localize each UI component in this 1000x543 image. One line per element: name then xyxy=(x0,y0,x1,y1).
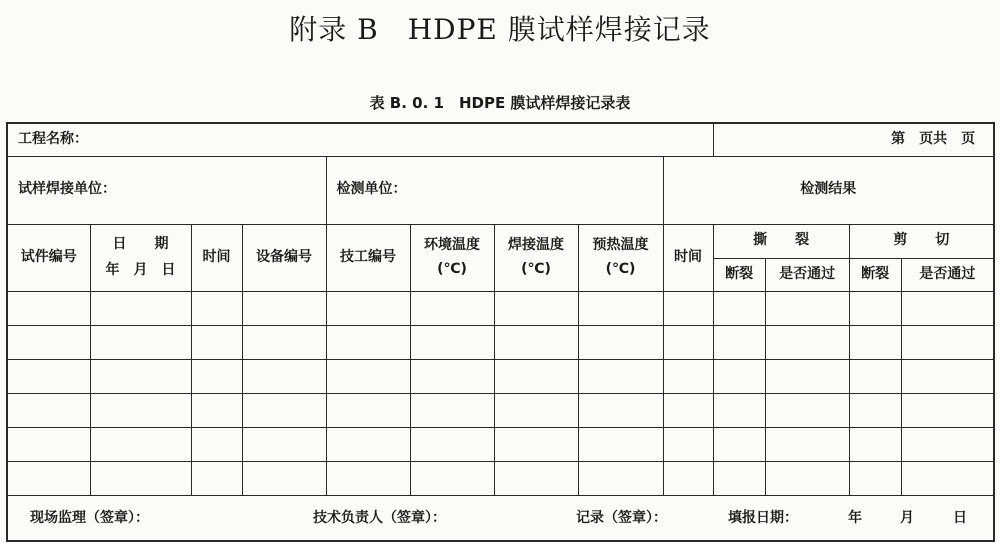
table-cell[interactable] xyxy=(410,325,494,359)
table-cell[interactable] xyxy=(578,359,663,393)
table-cell[interactable] xyxy=(7,325,90,359)
table-cell[interactable] xyxy=(494,461,578,495)
supervisor-signature-label: 现场监理（签章）： xyxy=(30,509,149,526)
table-cell[interactable] xyxy=(90,325,191,359)
table-cell[interactable] xyxy=(326,359,410,393)
table-cell[interactable] xyxy=(410,291,494,325)
table-cell[interactable] xyxy=(242,291,326,325)
table-cell[interactable] xyxy=(410,393,494,427)
table-cell[interactable] xyxy=(191,359,242,393)
appendix-title: 附录 B HDPE 膜试样焊接记录 xyxy=(289,13,711,46)
technician-no-header: 技工编号 xyxy=(326,224,410,291)
preheat-temp-unit: (℃) xyxy=(605,260,636,277)
table-cell[interactable] xyxy=(242,393,326,427)
table-row xyxy=(7,393,994,427)
data-rows xyxy=(7,291,994,495)
table-row xyxy=(7,325,994,359)
table-cell[interactable] xyxy=(191,291,242,325)
table-title: 表 B. 0. 1 HDPE 膜试样焊接记录表 xyxy=(369,94,631,112)
footer-signatures xyxy=(7,495,994,541)
welding-unit-label: 试样焊接单位： xyxy=(7,156,326,224)
table-cell[interactable] xyxy=(242,461,326,495)
header-row-project xyxy=(7,123,994,156)
test-result-label: 检测结果 xyxy=(663,156,994,224)
test-time-header: 时间 xyxy=(663,224,713,291)
table-cell[interactable] xyxy=(849,393,901,427)
table-cell[interactable] xyxy=(901,291,994,325)
table-cell[interactable] xyxy=(849,427,901,461)
welding-record-table xyxy=(6,122,995,542)
table-cell[interactable] xyxy=(713,359,765,393)
table-cell[interactable] xyxy=(326,427,410,461)
table-cell[interactable] xyxy=(765,427,849,461)
table-cell[interactable] xyxy=(849,359,901,393)
welding-temp-unit: (℃) xyxy=(521,260,551,277)
table-cell[interactable] xyxy=(901,359,994,393)
table-cell[interactable] xyxy=(494,291,578,325)
table-cell[interactable] xyxy=(849,325,901,359)
shear-pass-header: 是否通过 xyxy=(901,258,994,291)
table-cell[interactable] xyxy=(494,427,578,461)
tech-lead-signature-label: 技术负责人（签章）： xyxy=(313,509,446,526)
table-cell[interactable] xyxy=(901,325,994,359)
specimen-no-header: 试件编号 xyxy=(7,224,90,291)
peel-pass-header: 是否通过 xyxy=(765,258,849,291)
table-cell[interactable] xyxy=(326,393,410,427)
table-cell[interactable] xyxy=(7,427,90,461)
table-cell[interactable] xyxy=(765,393,849,427)
table-cell[interactable] xyxy=(7,291,90,325)
fill-date-label: 填报日期： xyxy=(728,509,798,526)
table-cell[interactable] xyxy=(578,461,663,495)
table-cell[interactable] xyxy=(90,427,191,461)
table-cell[interactable] xyxy=(663,393,713,427)
table-cell[interactable] xyxy=(242,427,326,461)
table-cell[interactable] xyxy=(849,461,901,495)
table-cell[interactable] xyxy=(90,359,191,393)
time-header: 时间 xyxy=(191,224,242,291)
table-row xyxy=(7,461,994,495)
table-cell[interactable] xyxy=(578,393,663,427)
preheat-temp-label: 预热温度 xyxy=(592,237,649,253)
table-cell[interactable] xyxy=(494,325,578,359)
table-cell[interactable] xyxy=(326,291,410,325)
table-row xyxy=(7,291,994,325)
table-cell[interactable] xyxy=(663,427,713,461)
date-header xyxy=(90,224,191,291)
table-cell[interactable] xyxy=(242,359,326,393)
table-cell[interactable] xyxy=(578,325,663,359)
table-cell[interactable] xyxy=(901,427,994,461)
shear-header: 剪 切 xyxy=(849,224,994,258)
table-cell[interactable] xyxy=(90,461,191,495)
peel-fracture-header: 断裂 xyxy=(713,258,765,291)
column-header-row-1 xyxy=(7,224,994,258)
welding-temp-label: 焊接温度 xyxy=(508,237,564,253)
table-cell[interactable] xyxy=(901,461,994,495)
header-row-units xyxy=(7,156,994,224)
welding-temp-header xyxy=(494,224,578,291)
table-cell[interactable] xyxy=(713,461,765,495)
table-cell[interactable] xyxy=(494,359,578,393)
table-cell[interactable] xyxy=(765,291,849,325)
preheat-temp-header xyxy=(578,224,663,291)
page-number-label: 第 页共 页 xyxy=(713,123,994,156)
table-cell[interactable] xyxy=(713,325,765,359)
table-cell[interactable] xyxy=(494,393,578,427)
table-cell[interactable] xyxy=(7,359,90,393)
date-header-bottom: 年 月 日 xyxy=(105,261,176,278)
fill-date-year: 年 xyxy=(848,509,862,526)
table-cell[interactable] xyxy=(90,291,191,325)
fill-date-day: 日 xyxy=(953,509,967,526)
testing-unit-label: 检测单位： xyxy=(326,156,663,224)
table-cell[interactable] xyxy=(901,393,994,427)
table-cell[interactable] xyxy=(410,359,494,393)
table-cell[interactable] xyxy=(7,461,90,495)
table-cell[interactable] xyxy=(765,461,849,495)
footer-row xyxy=(7,495,994,541)
peel-header: 撕 裂 xyxy=(713,224,849,258)
recorder-signature-label: 记录（签章）： xyxy=(576,509,667,526)
ambient-temp-label: 环境温度 xyxy=(424,237,480,253)
project-name-label: 工程名称： xyxy=(7,123,713,156)
table-cell[interactable] xyxy=(410,427,494,461)
equipment-no-header: 设备编号 xyxy=(242,224,326,291)
ambient-temp-header xyxy=(410,224,494,291)
table-cell[interactable] xyxy=(191,325,242,359)
fill-date-month: 月 xyxy=(900,509,914,526)
table-cell[interactable] xyxy=(663,359,713,393)
table-cell[interactable] xyxy=(765,325,849,359)
table-cell[interactable] xyxy=(713,393,765,427)
table-cell[interactable] xyxy=(191,393,242,427)
table-cell[interactable] xyxy=(663,461,713,495)
table-cell[interactable] xyxy=(578,291,663,325)
table-cell[interactable] xyxy=(713,291,765,325)
table-cell[interactable] xyxy=(713,427,765,461)
ambient-temp-unit: (℃) xyxy=(437,260,467,277)
table-cell[interactable] xyxy=(242,325,326,359)
date-header-top: 日 期 xyxy=(112,236,169,252)
table-cell[interactable] xyxy=(578,427,663,461)
table-cell[interactable] xyxy=(191,427,242,461)
table-cell[interactable] xyxy=(765,359,849,393)
table-cell[interactable] xyxy=(410,461,494,495)
table-cell[interactable] xyxy=(849,291,901,325)
table-row xyxy=(7,427,994,461)
table-cell[interactable] xyxy=(326,461,410,495)
shear-fracture-header: 断裂 xyxy=(849,258,901,291)
table-cell[interactable] xyxy=(7,393,90,427)
table-row xyxy=(7,359,994,393)
table-cell[interactable] xyxy=(191,461,242,495)
table-cell[interactable] xyxy=(326,325,410,359)
table-cell[interactable] xyxy=(90,393,191,427)
table-cell[interactable] xyxy=(663,325,713,359)
table-cell[interactable] xyxy=(663,291,713,325)
